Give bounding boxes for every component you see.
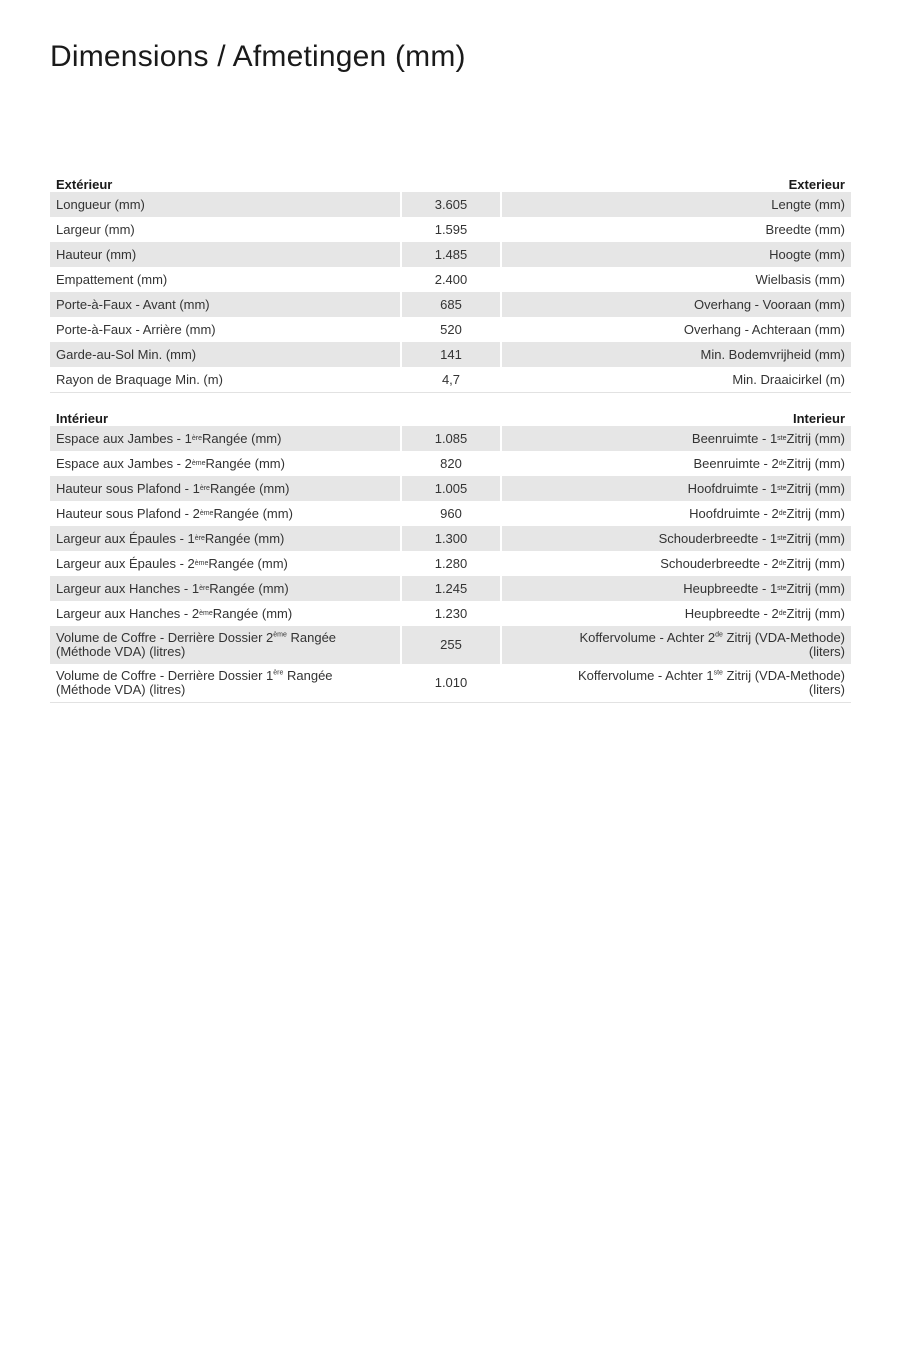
table-row: [50, 551, 851, 576]
exterior-heading-fr: Extérieur: [56, 177, 113, 192]
value: 1.485: [402, 242, 500, 267]
label-fr: Hauteur sous Plafond - 1 ère Rangée (mm): [50, 476, 400, 501]
label-nl: Heupbreedte - 1 ste Zitrij (mm): [502, 576, 851, 601]
table-row: [50, 476, 851, 501]
exterior-heading-nl: Exterieur: [788, 177, 845, 192]
interior-heading-nl: Interieur: [792, 411, 845, 426]
table-row: [50, 426, 851, 451]
label-fr: Hauteur (mm): [50, 242, 400, 267]
label-nl: Schouderbreedte - 2 de Zitrij (mm): [502, 551, 851, 576]
label-fr: Volume de Coffre - Derrière Dossier 2ème Rangée (Méthode VDA) (litres): [50, 626, 400, 664]
table-row: [50, 451, 851, 476]
label-fr: Rayon de Braquage Min. (m): [50, 367, 400, 392]
table-row: [50, 626, 851, 664]
table-row: [50, 526, 851, 551]
table-row: [50, 192, 851, 217]
label-fr: Longueur (mm): [50, 192, 400, 217]
table-row: [50, 217, 851, 242]
table-row: [50, 664, 851, 702]
label-fr: Espace aux Jambes - 2 ème Rangée (mm): [50, 451, 400, 476]
label-fr: Garde-au-Sol Min. (mm): [50, 342, 400, 367]
label-nl: Heupbreedte - 2 de Zitrij (mm): [502, 601, 851, 626]
label-fr: Empattement (mm): [50, 267, 400, 292]
page-title: Dimensions / Afmetingen (mm): [50, 40, 466, 73]
label-nl: Min. Draaicirkel (m): [502, 367, 851, 392]
exterior-section: [50, 168, 851, 393]
label-fr: Volume de Coffre - Derrière Dossier 1ère Rangée (Méthode VDA) (litres): [50, 664, 400, 702]
label-fr: Largeur aux Épaules - 2 ème Rangée (mm): [50, 551, 400, 576]
label-fr: Porte-à-Faux - Avant (mm): [50, 292, 400, 317]
label-nl: Wielbasis (mm): [502, 267, 851, 292]
label-fr: Largeur aux Hanches - 1 ère Rangée (mm): [50, 576, 400, 601]
label-nl: Lengte (mm): [502, 192, 851, 217]
label-fr: Hauteur sous Plafond - 2 ème Rangée (mm): [50, 501, 400, 526]
label-nl: Hoofdruimte - 2 de Zitrij (mm): [502, 501, 851, 526]
interior-header: [50, 402, 851, 426]
label-nl: Min. Bodemvrijheid (mm): [502, 342, 851, 367]
table-row: [50, 367, 851, 392]
label-nl: Beenruimte - 2 de Zitrij (mm): [502, 451, 851, 476]
label-fr: Espace aux Jambes - 1 ère Rangée (mm): [50, 426, 400, 451]
label-fr: Largeur (mm): [50, 217, 400, 242]
value: 1.230: [402, 601, 500, 626]
label-nl: Hoofdruimte - 1 ste Zitrij (mm): [502, 476, 851, 501]
label-nl: Hoogte (mm): [502, 242, 851, 267]
interior-table: [50, 426, 851, 703]
label-nl: Breedte (mm): [502, 217, 851, 242]
value: 1.010: [402, 664, 500, 702]
value: 4,7: [402, 367, 500, 392]
value: 141: [402, 342, 500, 367]
value: 820: [402, 451, 500, 476]
label-nl: Beenruimte - 1 ste Zitrij (mm): [502, 426, 851, 451]
value: 255: [402, 626, 500, 664]
table-row: [50, 342, 851, 367]
table-row: [50, 576, 851, 601]
label-nl: Koffervolume - Achter 1ste Zitrij (VDA-Methode) (liters): [502, 664, 851, 702]
table-row: [50, 501, 851, 526]
value: 1.300: [402, 526, 500, 551]
value: 1.085: [402, 426, 500, 451]
interior-heading-fr: Intérieur: [56, 411, 109, 426]
label-nl: Overhang - Achteraan (mm): [502, 317, 851, 342]
value: 960: [402, 501, 500, 526]
table-row: [50, 317, 851, 342]
value: 2.400: [402, 267, 500, 292]
value: 1.005: [402, 476, 500, 501]
interior-section: [50, 402, 851, 703]
value: 520: [402, 317, 500, 342]
table-row: [50, 292, 851, 317]
value: 3.605: [402, 192, 500, 217]
table-row: [50, 601, 851, 626]
label-nl: Koffervolume - Achter 2de Zitrij (VDA-Methode) (liters): [502, 626, 851, 664]
table-row: [50, 242, 851, 267]
label-nl: Schouderbreedte - 1 ste Zitrij (mm): [502, 526, 851, 551]
exterior-header: [50, 168, 851, 192]
exterior-table: [50, 192, 851, 393]
value: 1.245: [402, 576, 500, 601]
label-fr: Largeur aux Hanches - 2 ème Rangée (mm): [50, 601, 400, 626]
value: 1.595: [402, 217, 500, 242]
table-row: [50, 267, 851, 292]
label-nl: Overhang - Vooraan (mm): [502, 292, 851, 317]
label-fr: Porte-à-Faux - Arrière (mm): [50, 317, 400, 342]
value: 685: [402, 292, 500, 317]
label-fr: Largeur aux Épaules - 1 ère Rangée (mm): [50, 526, 400, 551]
value: 1.280: [402, 551, 500, 576]
